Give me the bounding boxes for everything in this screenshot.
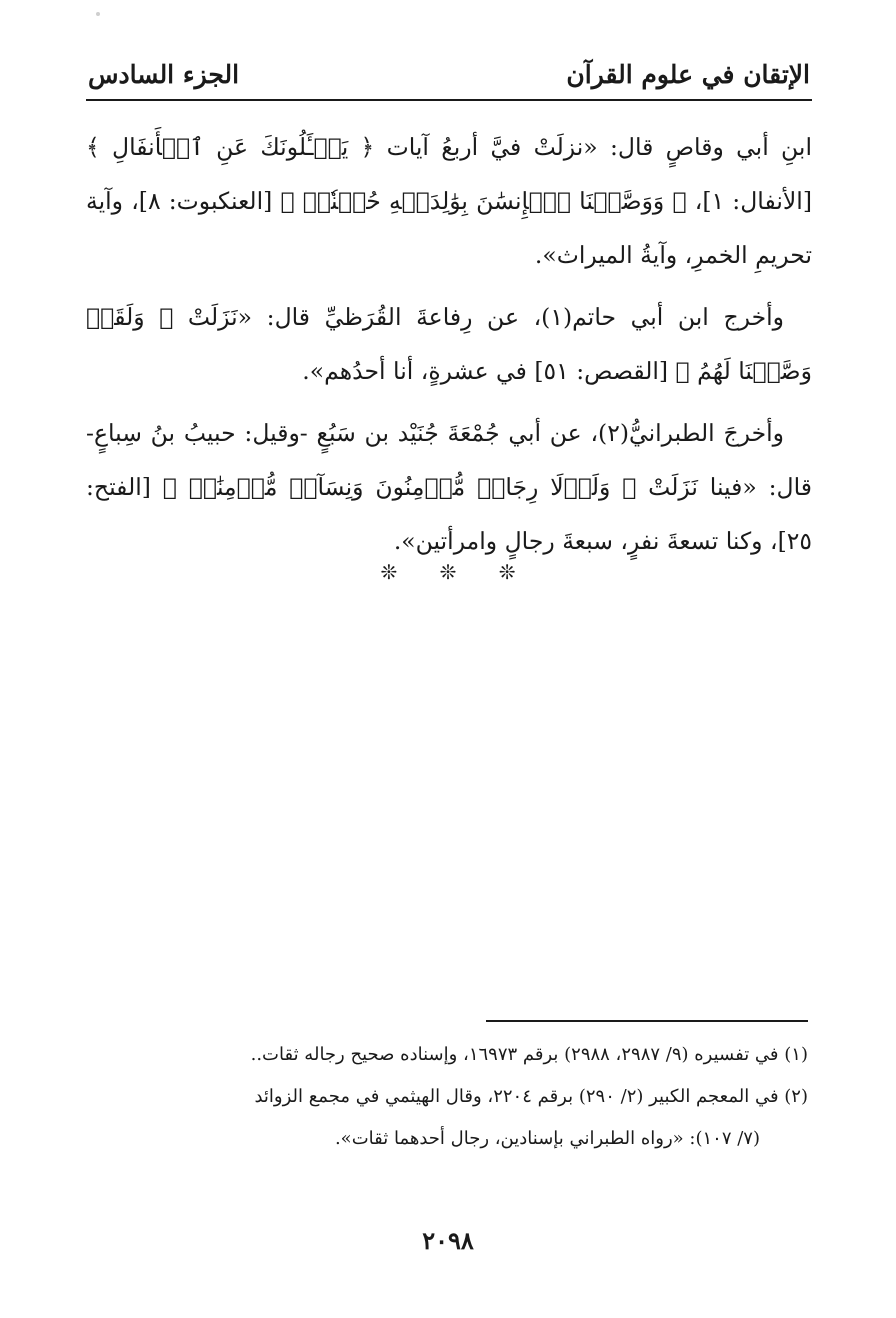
paragraph-2: وأخرج ابن أبي حاتم(١)، عن رِفاعةَ القُرَظيِّ قال: «نَزَلَتْ ﴿ وَلَقَدۡ وَصَّلۡنَا لَهُمُ ﴾ [القصص: ٥١] في عشرةٍ، أنا أحدُهم». (86, 303, 812, 385)
section-separator (0, 560, 896, 584)
separator-star: ❊ (498, 560, 516, 584)
main-text (86, 120, 812, 568)
footnote-1: (١) في تفسيره (٩/ ٢٩٨٧، ٢٩٨٨) برقم ١٦٩٧٣، وإسناده صحيح رجاله ثقات.. (250, 1044, 808, 1065)
footnotes (92, 1034, 808, 1160)
footnote-rule (486, 1020, 808, 1022)
separator-star: ❊ (380, 560, 398, 584)
scan-mark (96, 12, 100, 16)
header-rule (86, 99, 812, 101)
footnote-2: (٢) في المعجم الكبير (٢/ ٢٩٠) برقم ٢٢٠٤، وقال الهيثمي في مجمع الزوائد (254, 1086, 808, 1107)
paragraph-1: ابنِ أبي وقاصٍ قال: «نزلَتْ فيَّ أربعُ آيات ﴿ يَسۡـَٔلُونَكَ عَنِ ٱلۡأَنفَالِ ﴾ [الأنفال: ١]، ﴿ وَوَصَّيۡنَا ٱلۡإِنسَٰنَ بِوَٰلِدَيۡهِ حُسۡنٗاۖ ﴾ [العنكبوت: ٨]، وآية تحريمِ الخمرِ، وآيةُ الميراث». (86, 133, 812, 269)
separator-star: ❊ (439, 560, 457, 584)
page-number: ٢٠٩٨ (422, 1226, 474, 1255)
paragraph-3: وأخرجَ الطبرانيُّ(٢)، عن أبي جُمْعَةَ جُنَيْد بن سَبُعٍ -وقيل: حبيبُ بنُ سِباعٍ- قال: «فينا نَزَلَتْ ﴿ وَلَوۡلَا رِجَالٞ مُّؤۡمِنُونَ وَنِسَآءٞ مُّؤۡمِنَٰتٞ ﴾ [الفتح: ٢٥]، وكنا تسعةَ نفرٍ، سبعةَ رجالٍ وامرأتين». (86, 419, 812, 555)
running-header (88, 52, 810, 96)
footnote-2-continuation: (٧/ ١٠٧): «رواه الطبراني بإسنادين، رجال أحدهما ثقات». (334, 1128, 760, 1149)
header-book-title: الإتقان في علوم القرآن (566, 59, 810, 89)
header-volume: الجزء السادس (88, 59, 240, 89)
